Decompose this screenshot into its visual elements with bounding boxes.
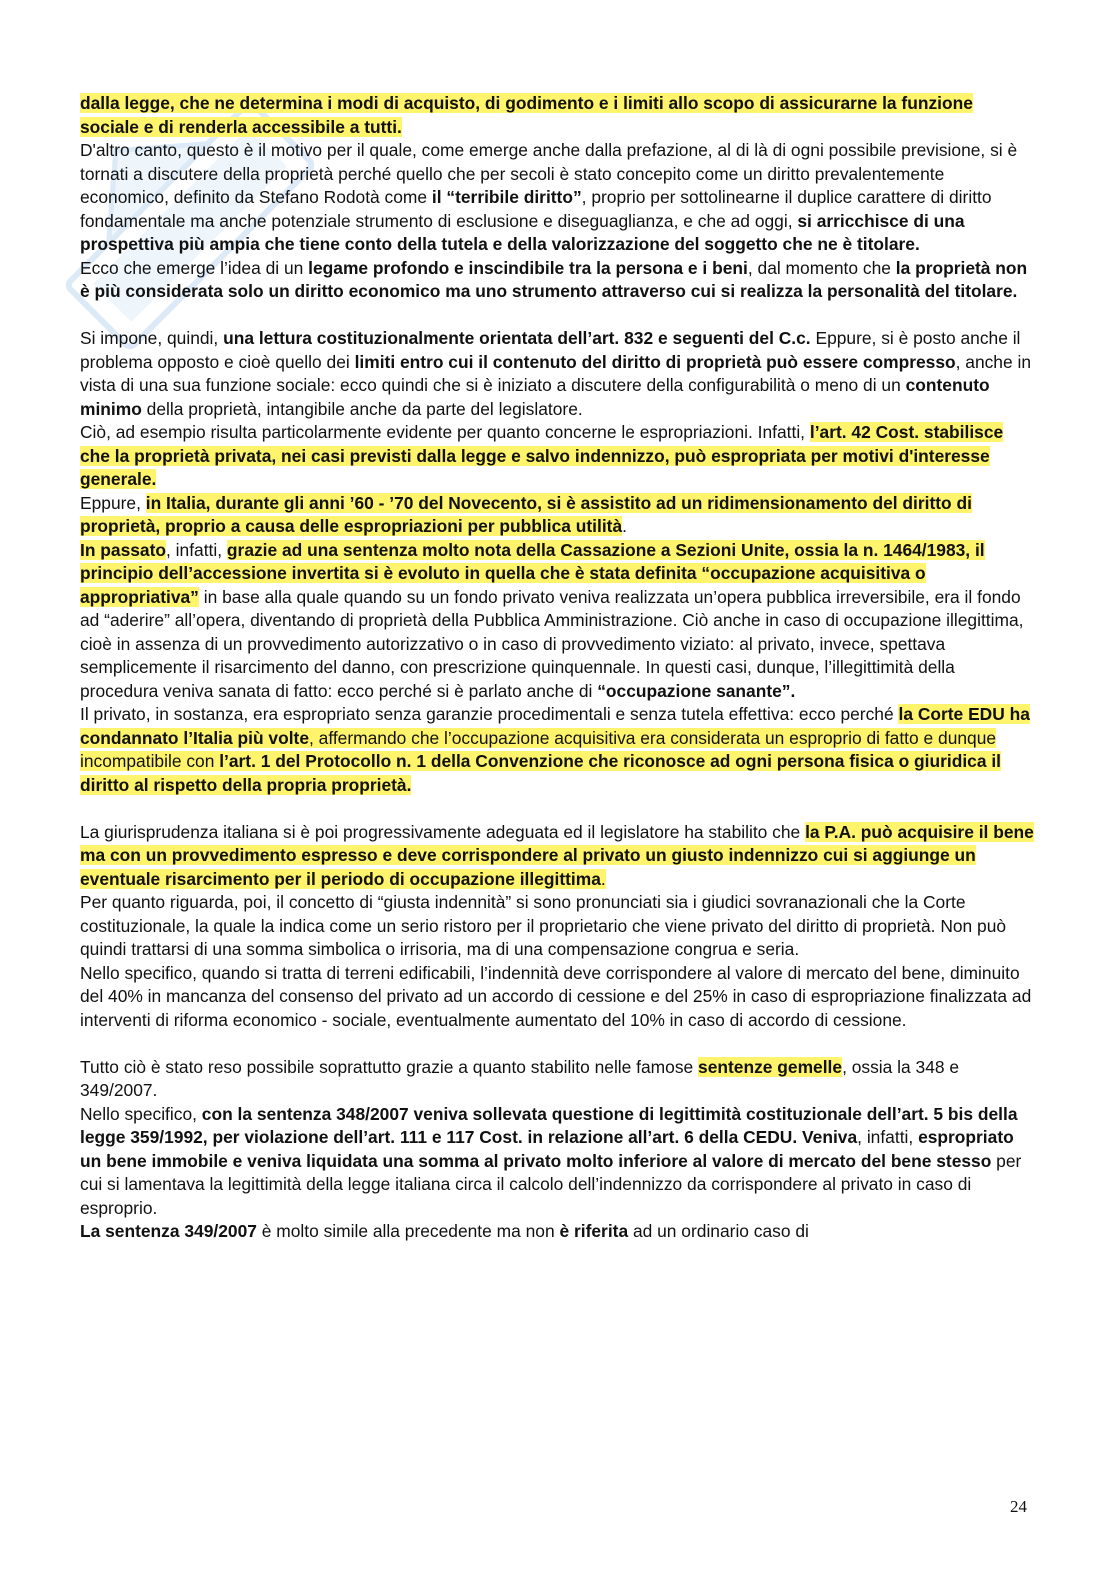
text-run: ad un ordinario caso di	[628, 1221, 809, 1241]
text-run: Ecco che emerge l’idea di un	[80, 257, 309, 278]
document-body	[80, 92, 1036, 1244]
bold-text: legame profondo e inscindibile tra la persona e i beni	[308, 257, 748, 278]
highlighted-text: , affermando che l’occupazione acquisitiva era considerata un esproprio di fatto e dunque incompatibile con	[80, 727, 997, 771]
text-run: Il privato, in sostanza, era espropriato senza garanzie procedimentali e senza tutela effettiva: ecco perché	[80, 704, 899, 724]
paragraph	[80, 492, 1036, 539]
paragraph	[80, 327, 1036, 421]
bold-text: la proprietà non è più considerata solo un diritto economico ma uno strumento attraverso cui si realizza la personalità del titolare.	[80, 257, 1028, 301]
text-run: della proprietà, intangibile anche da parte del legislatore.	[141, 398, 583, 419]
paragraph	[80, 139, 1036, 257]
text-run: .	[622, 516, 627, 536]
text-run: Tutto ciò è stato reso possibile soprattutto grazie a quanto stabilito nelle famose	[80, 1056, 699, 1077]
highlighted-text: la Corte EDU ha condannato l’Italia più volte	[80, 704, 1030, 748]
bold-text: limiti entro cui il contenuto del diritto di proprietà può essere compresso	[354, 351, 956, 372]
bold-text: con la sentenza 348/2007 veniva sollevata questione di legittimità costituzionale dell’art. 5 bis della legge 359/1992, per violazione dell’art. 111 e 117 Cost. in relazione all’art. 6 della CEDU. Veniva	[80, 1103, 1018, 1147]
paragraph	[80, 821, 1036, 892]
paragraph	[80, 539, 1036, 704]
text-run: Si impone, quindi,	[80, 328, 224, 348]
paragraph	[80, 703, 1036, 797]
paragraph	[80, 1056, 1036, 1103]
highlighted-text: l’art. 42 Cost. stabilisce che la proprietà privata, nei casi previsti dalla legge e salvo indennizzo, può espropriata per motivi d'interesse generale.	[80, 422, 1004, 489]
text-run: è molto simile alla precedente ma non	[256, 1221, 560, 1241]
paragraph	[80, 257, 1036, 304]
bold-text: il “terribile diritto”	[431, 187, 582, 207]
highlighted-text: l’art. 1 del Protocollo n. 1 della Convenzione che riconosce ad ogni persona fisica o giuridica il diritto al rispetto della propria proprietà.	[80, 751, 1001, 795]
text-run: , anche in vista di una sua funzione sociale: ecco quindi che si è iniziato a discutere della configurabilità o meno di un	[80, 351, 1032, 395]
text-run: Nello specifico,	[80, 1103, 202, 1124]
text-run: , infatti,	[857, 1127, 919, 1147]
bold-text: una lettura costituzionalmente orientata dell’art. 832 e seguenti del C.c.	[223, 328, 811, 348]
highlighted-text: .	[600, 868, 606, 889]
highlighted-text: la P.A. può acquisire il bene ma con un provvedimento espresso e deve corrispondere al privato un giusto indennizzo cui si aggiunge un eventuale risarcimento per il periodo di occupazione illegittima	[80, 821, 1034, 889]
bold-text: espropriato un bene immobile e veniva liquidata una somma al privato molto inferiore al valore di mercato del bene stesso	[80, 1127, 1014, 1171]
paragraph	[80, 421, 1036, 492]
text-run: , dal momento che	[747, 257, 896, 278]
highlighted-text: In passato	[80, 539, 167, 560]
highlighted-text: grazie ad una sentenza molto nota della Cassazione a Sezioni Unite, ossia la n. 1464/1983, il principio dell’accessione invertita si è evoluto in quella che è stata definita “occupazione acquisitiva o appropriativa”	[80, 539, 985, 607]
bold-text: è riferita	[559, 1221, 629, 1241]
text-run: , infatti,	[166, 539, 227, 560]
paragraph	[80, 891, 1036, 962]
text-run: La giurisprudenza italiana si è poi progressivamente adeguata ed il legislatore ha stabilito che	[80, 821, 806, 842]
paragraph	[80, 1220, 1036, 1244]
text-run: , ossia la 348 e 349/2007.	[80, 1056, 960, 1100]
highlighted-text: in Italia, durante gli anni ’60 - ’70 del Novecento, si è assistito ad un ridimensionamento del diritto di proprietà, proprio a causa delle espropriazioni per pubblica utilità	[80, 492, 972, 536]
text-run: , proprio per sottolinearne il duplice carattere di diritto fondamentale ma anche potenziale strumento di esclusione e diseguaglianza, e che ad oggi,	[80, 187, 992, 231]
text-run: Eppure, si è posto anche il problema opposto e cioè quello dei	[80, 328, 1021, 372]
text-run: Eppure,	[80, 492, 146, 513]
highlighted-text: dalla legge, che ne determina i modi di acquisto, di godimento e i limiti allo scopo di assicurarne la funzione sociale e di renderla accessibile a tutti.	[80, 93, 973, 137]
highlighted-text: sentenze gemelle	[698, 1056, 843, 1077]
bold-text: “occupazione sanante”.	[597, 680, 796, 701]
text-run: Nello specifico, quando si tratta di terreni edificabili, l’indennità deve corrispondere al valore di mercato del bene, diminuito del 40% in mancanza del consenso del privato ad un accordo di cessione e del 25% in caso di espropriazione finalizzata ad interventi di riforma economico - sociale, eventualmente aumentato del 10% in caso di accordo di cessione.	[80, 962, 1032, 1030]
page-number: 24	[1010, 1497, 1027, 1516]
text-run: in base alla quale quando su un fondo privato veniva realizzata un’opera pubblica irreversibile, era il fondo ad “aderire” all’opera, diventando di proprietà della Pubblica Amministrazione. Ciò anche in caso di occupazione illegittima, cioè in assenza di un provvedimento autorizzativo o in caso di provvedimento viziato: al privato, invece, spettava semplicemente il risarcimento del danno, con prescrizione quinquennale. In questi casi, dunque, l’illegittimità della procedura veniva sanata di fatto: ecco perché si è parlato anche di	[80, 586, 1024, 701]
paragraph	[80, 962, 1036, 1033]
bold-text: La sentenza 349/2007	[80, 1221, 257, 1241]
text-run: per cui si lamentava la legittimità della legge italiana circa il calcolo dell’indennizzo da corrispondere al privato in caso di esproprio.	[80, 1150, 1022, 1218]
text-run: Per quanto riguarda, poi, il concetto di “giusta indennità” si sono pronunciati sia i giudici sovranazionali che la Corte costituzionale, la quale la indica come un serio ristoro per il proprietario che viene privato del diritto di proprietà. Non può quindi trattarsi di una somma simbolica o irrisoria, ma di una compensazione congrua e seria.	[80, 892, 1007, 959]
text-run: D'altro canto, questo è il motivo per il quale, come emerge anche dalla prefazione, al di là di ogni possibile previsione, si è tornati a discutere della proprietà perché quello che per secoli è stato concepito come un diritto prevalentemente economico, definito da Stefano Rodotà come	[80, 140, 1018, 207]
bold-text: contenuto minimo	[80, 375, 990, 419]
paragraph	[80, 92, 1036, 139]
text-run: Ciò, ad esempio risulta particolarmente evidente per quanto concerne le espropriazioni. Infatti,	[80, 422, 810, 442]
paragraph	[80, 1103, 1036, 1221]
bold-text: si arricchisce di una prospettiva più ampia che tiene conto della tutela e della valorizzazione del soggetto che ne è titolare.	[80, 210, 965, 254]
